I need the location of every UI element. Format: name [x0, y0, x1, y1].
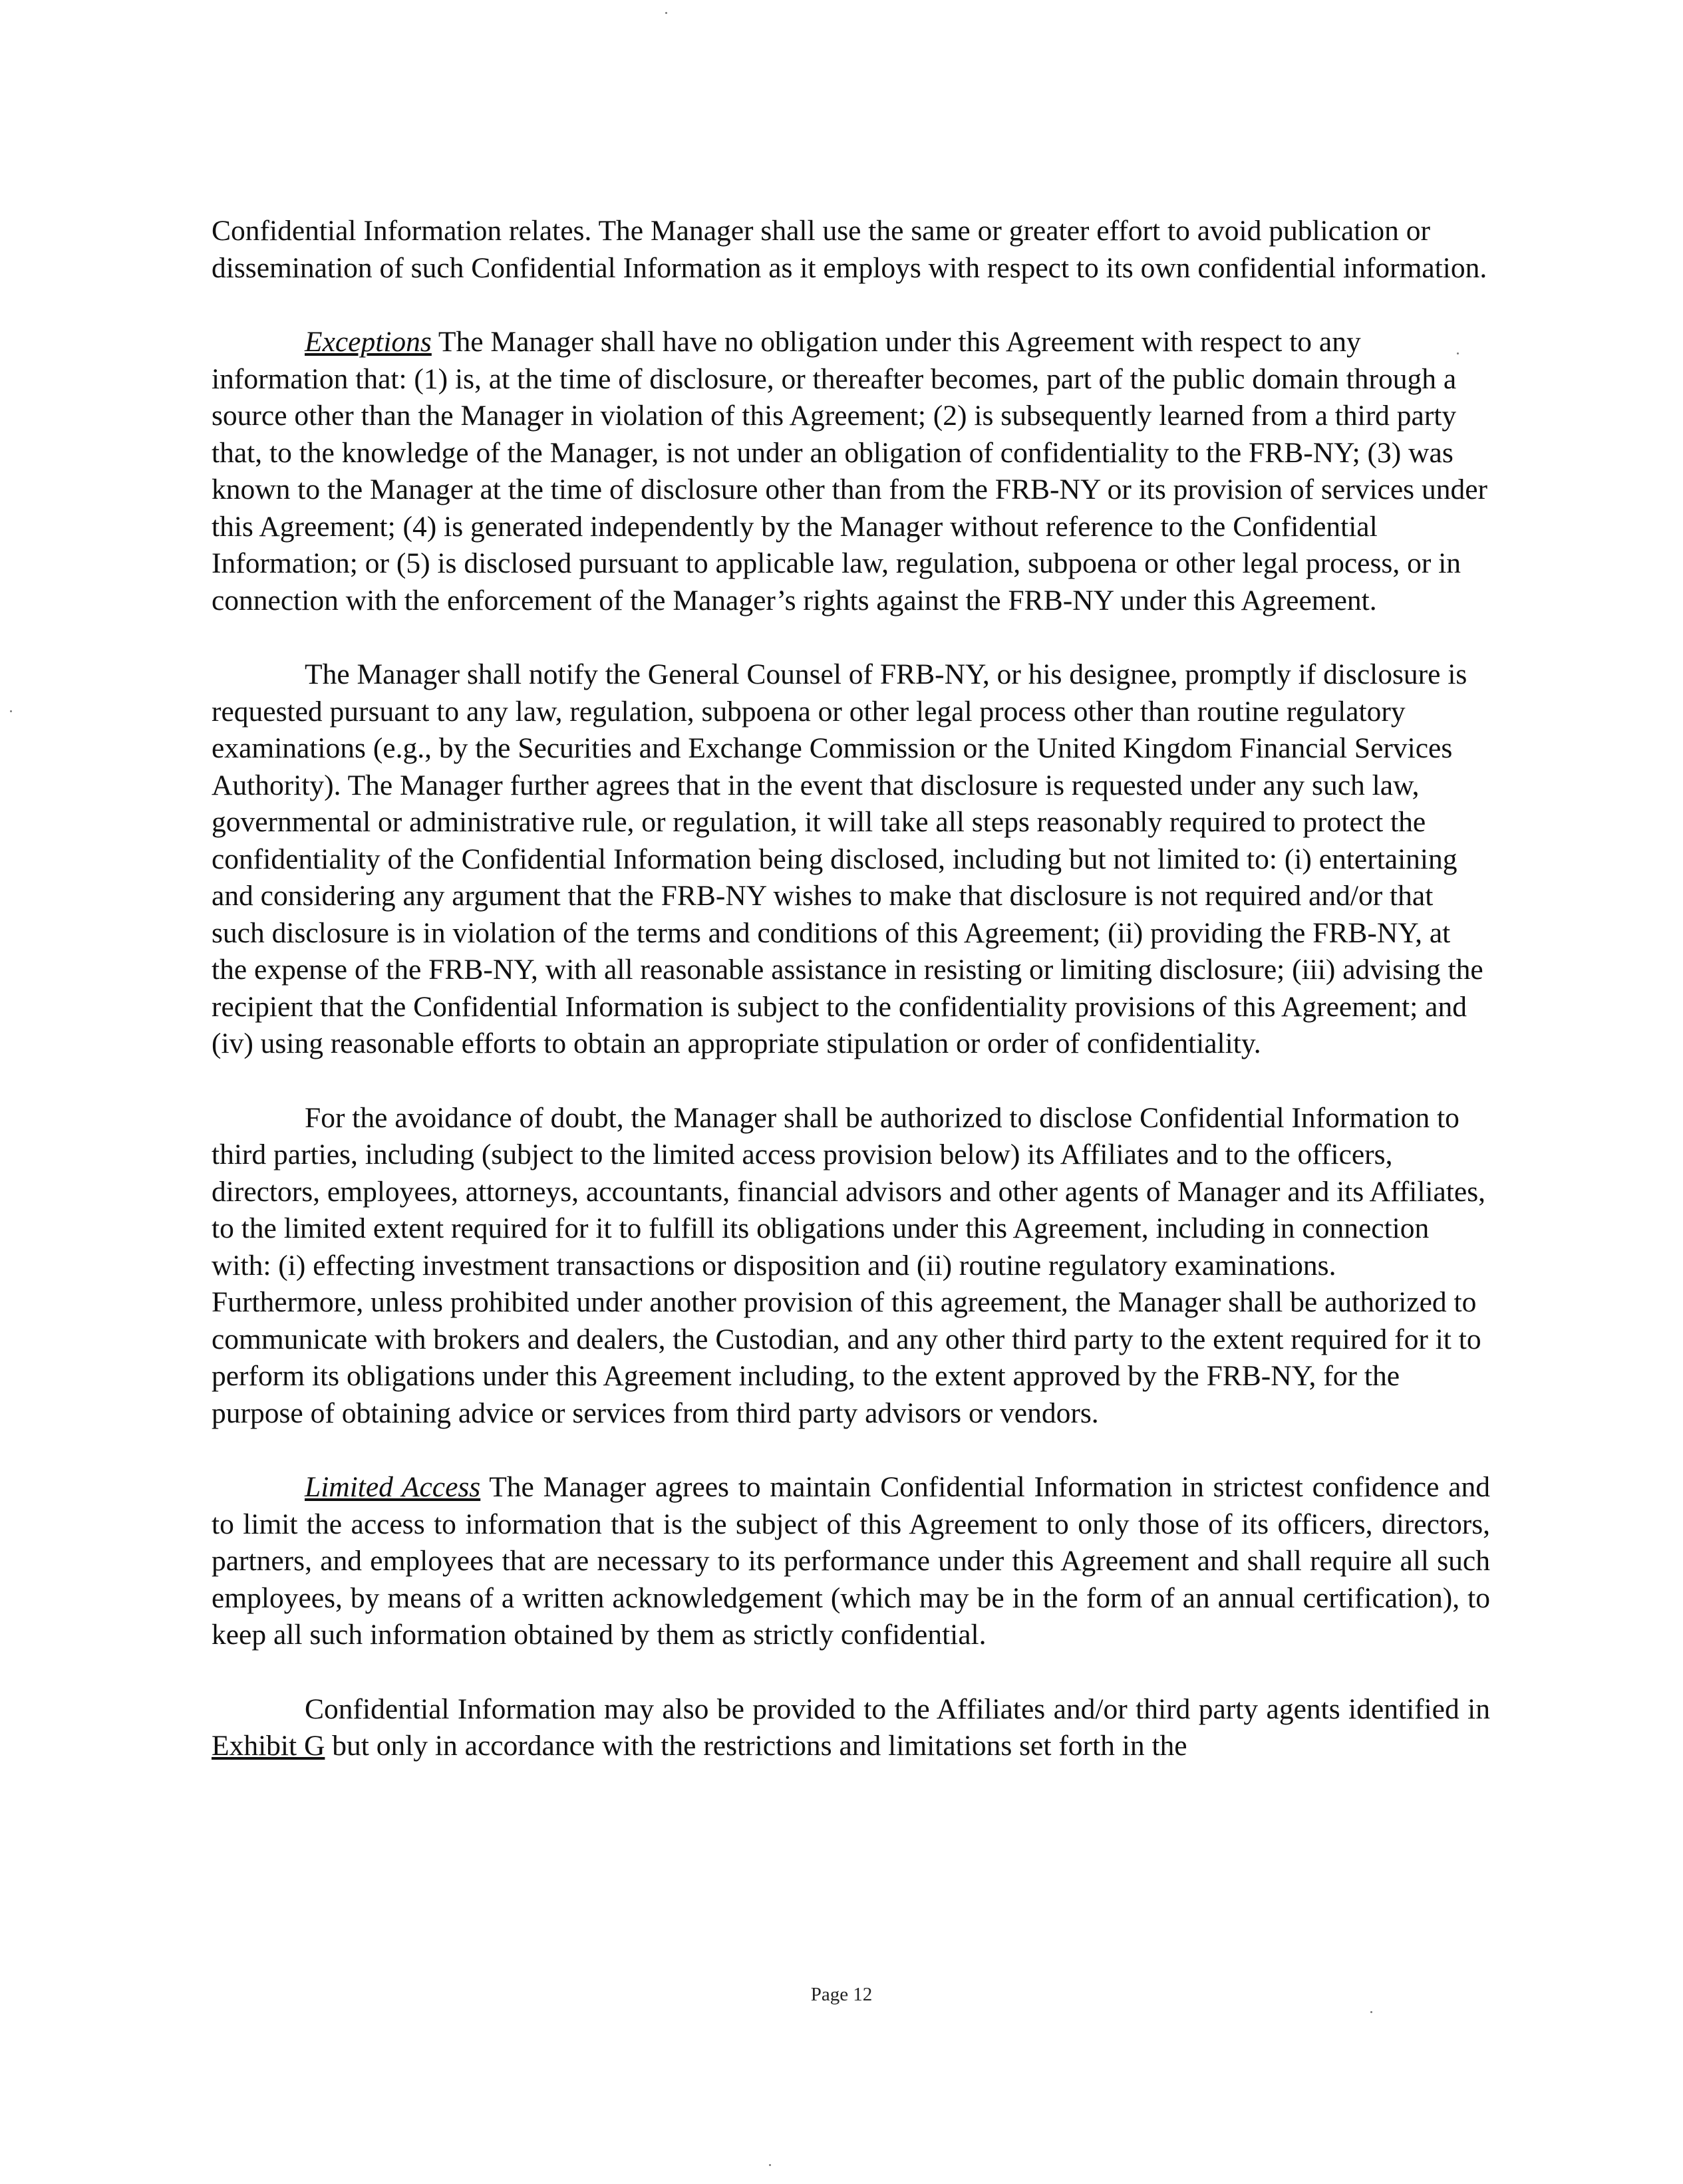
paragraph-gap: [212, 1063, 1490, 1100]
page-number: Page 12: [810, 1984, 873, 2005]
paragraph-limited-access: [212, 1469, 1490, 1654]
section-heading-limited-access: Limited Access: [305, 1471, 481, 1503]
paragraph-text: The Manager agrees to maintain Confidential Information in strictest confidence and to limit the access to information that is the subject of this Agreement to only those of its officers, directors, partners, and employees that are necessary to its performance under this Agreement and shall require all such employees, by means of a written acknowledgement (which may be in the form of an annual certification), to keep all such information obtained by them as strictly confidential.: [212, 1471, 1490, 1651]
section-heading-exceptions: Exceptions: [305, 326, 432, 358]
paragraph-text: For the avoidance of doubt, the Manager shall be authorized to disclose Confidential Information to third parties, including (subject to the limited access provision below) its Affiliates and to the officers, directors, employees, attorneys, accountants, financial advisors and other agents of Manager and its Affiliates, to the limited extent required for it to fulfill its obligations under this Agreement, including in connection with: (i) effecting investment transactions or disposition and (ii) routine regulatory examinations. Furthermore, unless prohibited under another provision of this agreement, the Manager shall be authorized to communicate with brokers and dealers, the Custodian, and any other third party to the extent required for it to perform its obligations under this Agreement including, to the extent approved by the FRB-NY, for the purpose of obtaining advice or services from third party advisors or vendors.: [212, 1101, 1486, 1429]
scan-speck: [769, 2164, 771, 2166]
document-body: [212, 213, 1490, 1765]
scan-speck: [1370, 2011, 1372, 2013]
paragraph-gap: [212, 1654, 1490, 1691]
paragraph-gap: [212, 287, 1490, 324]
paragraph-gap: [212, 619, 1490, 656]
paragraph-text: Confidential Information relates. The Manager shall use the same or greater effort to avoid publication or dissemination of such Confidential Information as it employs with respect to its own confidential information.: [212, 215, 1487, 284]
scan-speck: [10, 710, 12, 712]
paragraph-text: Confidential Information may also be provided to the Affiliates and/or third party agents identified in: [305, 1693, 1490, 1725]
paragraph-text: but only in accordance with the restrictions and limitations set forth in the: [325, 1730, 1187, 1762]
paragraph-gap: [212, 1432, 1490, 1469]
scan-speck: [665, 12, 667, 14]
paragraph-continuation: [212, 213, 1490, 287]
exhibit-g-reference: Exhibit G: [212, 1730, 325, 1762]
paragraph-exceptions: [212, 324, 1490, 619]
paragraph-notify: [212, 656, 1490, 1063]
paragraph-text: The Manager shall notify the General Counsel of FRB-NY, or his designee, promptly if disclosure is requested pursuant to any law, regulation, subpoena or other legal process other than routine regulatory examinations (e.g., by the Securities and Exchange Commission or the United Kingdom Financial Services Authority). The Manager further agrees that in the event that disclosure is requested under any such law, governmental or administrative rule, or regulation, it will take all steps reasonably required to protect the confidentiality of the Confidential Information being disclosed, including but not limited to: (i) entertaining and considering any argument that the FRB-NY wishes to make that disclosure is not required and/or that such disclosure is in violation of the terms and conditions of this Agreement; (ii) providing the FRB-NY, at the expense of the FRB-NY, with all reasonable assistance in resisting or limiting disclosure; (iii) advising the recipient that the Confidential Information is subject to the confidentiality provisions of this Agreement; and (iv) using reasonable efforts to obtain an appropriate stipulation or order of confidentiality.: [212, 658, 1483, 1059]
paragraph-avoidance: [212, 1100, 1490, 1433]
paragraph-affiliates: [212, 1691, 1490, 1765]
paragraph-text: The Manager shall have no obligation under this Agreement with respect to any information that: (1) is, at the time of disclosure, or thereafter becomes, part of the public domain through a source other than the Manager in violation of this Agreement; (2) is subsequently learned from a third party that, to the knowledge of the Manager, is not under an obligation of confidentiality to the FRB-NY; (3) was known to the Manager at the time of disclosure other than from the FRB-NY or its provision of services under this Agreement; (4) is generated independently by the Manager without reference to the Confidential Information; or (5) is disclosed pursuant to applicable law, regulation, subpoena or other legal process, or in connection with the enforcement of the Manager’s rights against the FRB-NY under this Agreement.: [212, 326, 1488, 616]
